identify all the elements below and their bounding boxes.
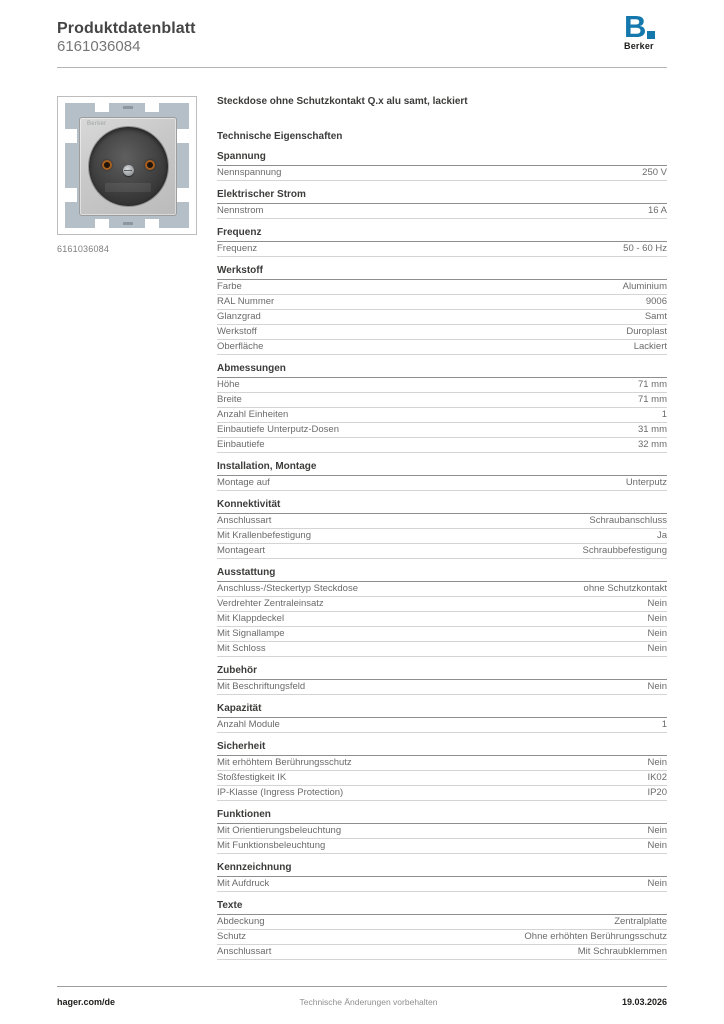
spec-section-title: Kennzeichnung (217, 862, 667, 877)
spec-value: Unterputz (625, 477, 667, 488)
spec-section (217, 900, 667, 960)
spec-value: Samt (644, 311, 667, 322)
spec-row (217, 627, 667, 642)
spec-value: 50 - 60 Hz (623, 243, 667, 254)
spec-section (217, 499, 667, 559)
spec-label: Anzahl Module (217, 719, 280, 730)
spec-value: 71 mm (637, 394, 667, 405)
header-title-block (57, 19, 196, 56)
product-image-column (57, 96, 197, 254)
spec-row (217, 325, 667, 340)
spec-value: Zentralplatte (614, 916, 667, 927)
spec-section-title: Zubehör (217, 665, 667, 680)
spec-label: Einbautiefe (217, 439, 265, 450)
spec-row (217, 204, 667, 219)
plate-brandmark: Berker (87, 121, 107, 127)
frame-notch (177, 129, 189, 143)
spec-section-title: Konnektivität (217, 499, 667, 514)
spec-value: Nein (647, 825, 667, 836)
spec-section-title: Installation, Montage (217, 461, 667, 476)
spec-label: Anzahl Einheiten (217, 409, 289, 420)
spec-row (217, 514, 667, 529)
spec-section-title: Sicherheit (217, 741, 667, 756)
spec-value: Schraubbefestigung (582, 545, 667, 556)
spec-value: 250 V (642, 167, 667, 178)
spec-row (217, 280, 667, 295)
spec-value: Nein (647, 613, 667, 624)
spec-row (217, 310, 667, 325)
spec-row (217, 877, 667, 892)
spec-value: IP20 (647, 787, 667, 798)
spec-row (217, 642, 667, 657)
spec-value: Mit Schraubklemmen (577, 946, 667, 957)
spec-label: Nennspannung (217, 167, 282, 178)
spec-row (217, 242, 667, 257)
spec-row (217, 295, 667, 310)
spec-label: Abdeckung (217, 916, 265, 927)
spec-row (217, 718, 667, 733)
spec-section (217, 363, 667, 453)
spec-label: Oberfläche (217, 341, 264, 352)
spec-section-title: Ausstattung (217, 567, 667, 582)
spec-row (217, 408, 667, 423)
spec-label: IP-Klasse (Ingress Protection) (217, 787, 344, 798)
berker-logo-letter: B (624, 9, 646, 44)
spec-label: Glanzgrad (217, 311, 261, 322)
spec-value: 1 (661, 409, 667, 420)
product-title: Steckdose ohne Schutzkontakt Q.x alu samt, lackiert (217, 96, 468, 107)
spec-value: Nein (647, 757, 667, 768)
socket-recess-graphic (89, 127, 168, 206)
spec-section (217, 567, 667, 657)
spec-section (217, 741, 667, 801)
footer (57, 997, 667, 1007)
spec-section (217, 809, 667, 854)
spec-value: Nein (647, 840, 667, 851)
spec-label: Montage auf (217, 477, 270, 488)
spec-label: Montageart (217, 545, 266, 556)
spec-label: RAL Nummer (217, 296, 275, 307)
spec-row (217, 915, 667, 930)
spec-label: Mit Orientierungsbeleuchtung (217, 825, 342, 836)
frame-notch (65, 188, 77, 202)
spec-label: Einbautiefe Unterputz-Dosen (217, 424, 339, 435)
spec-label: Mit Signallampe (217, 628, 285, 639)
spec-row (217, 824, 667, 839)
footer-website-link[interactable]: hager.com/de (57, 997, 116, 1007)
spec-value: 32 mm (637, 439, 667, 450)
spec-section (217, 461, 667, 491)
spec-row (217, 839, 667, 854)
spec-value: Ja (656, 530, 667, 541)
spec-section-title: Elektrischer Strom (217, 189, 667, 204)
spec-sections (217, 151, 667, 960)
spec-label: Breite (217, 394, 242, 405)
spec-label: Mit Klappdeckel (217, 613, 285, 624)
frame-slot (123, 106, 133, 109)
spec-value: 31 mm (637, 424, 667, 435)
spec-row (217, 786, 667, 801)
spec-row (217, 340, 667, 355)
spec-label: Anschlussart (217, 515, 272, 526)
berker-logo-dot-icon (647, 31, 655, 39)
spec-value: Lackiert (633, 341, 667, 352)
spec-row (217, 945, 667, 960)
spec-row (217, 771, 667, 786)
spec-label: Stoßfestigkeit IK (217, 772, 287, 783)
spec-section-title: Texte (217, 900, 667, 915)
spec-label: Anschlussart (217, 946, 272, 957)
socket-label-slot (105, 183, 151, 192)
socket-contact-left (102, 160, 112, 170)
frame-notch (65, 129, 77, 143)
spec-value: 9006 (645, 296, 667, 307)
spec-column (217, 96, 667, 960)
spec-row (217, 423, 667, 438)
spec-label: Mit Beschriftungsfeld (217, 681, 306, 692)
frame-notch (95, 219, 109, 228)
spec-value: IK02 (647, 772, 667, 783)
screw-slot (124, 170, 132, 172)
header-divider (57, 67, 667, 68)
spec-section (217, 703, 667, 733)
spec-value: 16 A (647, 205, 667, 216)
frame-slot (123, 222, 133, 225)
spec-section-title: Spannung (217, 151, 667, 166)
spec-label: Werkstoff (217, 326, 257, 337)
spec-label: Farbe (217, 281, 242, 292)
spec-value: Nein (647, 628, 667, 639)
frame-notch (145, 103, 159, 112)
spec-row (217, 529, 667, 544)
product-image (57, 96, 197, 235)
spec-section-title: Abmessungen (217, 363, 667, 378)
spec-row (217, 582, 667, 597)
spec-row (217, 756, 667, 771)
spec-row (217, 393, 667, 408)
spec-row (217, 166, 667, 181)
spec-row (217, 597, 667, 612)
socket-contact-right (145, 160, 155, 170)
footer-date: 19.03.2026 (621, 997, 667, 1007)
spec-row (217, 438, 667, 453)
spec-section (217, 227, 667, 257)
spec-section (217, 265, 667, 355)
footer-divider (57, 986, 667, 987)
spec-value: Schraubanschluss (589, 515, 667, 526)
doc-type-title: Produktdatenblatt (57, 20, 196, 37)
spec-section-title: Kapazität (217, 703, 667, 718)
spec-label: Frequenz (217, 243, 258, 254)
tech-properties-heading: Technische Eigenschaften (217, 131, 343, 142)
spec-section-title: Funktionen (217, 809, 667, 824)
center-screw-graphic (123, 165, 134, 176)
spec-label: Mit erhöhtem Berührungsschutz (217, 757, 352, 768)
article-number: 6161036084 (57, 38, 141, 55)
berker-logo-wordmark: Berker (624, 41, 654, 51)
spec-label: Nennstrom (217, 205, 264, 216)
spec-section (217, 151, 667, 181)
spec-value: Ohne erhöhten Berührungsschutz (524, 931, 667, 942)
berker-logo-mark (624, 9, 670, 44)
spec-label: Mit Schloss (217, 643, 266, 654)
frame-notch (177, 188, 189, 202)
spec-label: Mit Krallenbefestigung (217, 530, 311, 541)
spec-label: Höhe (217, 379, 240, 390)
frame-notch (95, 103, 109, 112)
spec-row (217, 476, 667, 491)
spec-section (217, 665, 667, 695)
spec-label: Schutz (217, 931, 247, 942)
spec-label: Anschluss-/Steckertyp Steckdose (217, 583, 358, 594)
product-image-caption: 6161036084 (57, 244, 110, 254)
spec-value: Nein (647, 643, 667, 654)
spec-value: 1 (661, 719, 667, 730)
spec-label: Verdrehter Zentraleinsatz (217, 598, 324, 609)
frame-notch (145, 219, 159, 228)
spec-label: Mit Funktionsbeleuchtung (217, 840, 326, 851)
spec-value: Aluminium (622, 281, 667, 292)
cover-plate-graphic (79, 117, 177, 216)
spec-row (217, 680, 667, 695)
spec-section (217, 189, 667, 219)
spec-value: 71 mm (637, 379, 667, 390)
spec-row (217, 544, 667, 559)
spec-row (217, 378, 667, 393)
footer-notice: Technische Änderungen vorbehalten (299, 997, 438, 1007)
spec-section-title: Werkstoff (217, 265, 667, 280)
spec-section (217, 862, 667, 892)
spec-value: Nein (647, 598, 667, 609)
spec-value: Nein (647, 878, 667, 889)
spec-row (217, 612, 667, 627)
spec-row (217, 930, 667, 945)
spec-label: Mit Aufdruck (217, 878, 270, 889)
berker-logo (624, 9, 670, 51)
spec-value: Duroplast (626, 326, 667, 337)
spec-value: Nein (647, 681, 667, 692)
spec-value: ohne Schutzkontakt (583, 583, 667, 594)
spec-section-title: Frequenz (217, 227, 667, 242)
